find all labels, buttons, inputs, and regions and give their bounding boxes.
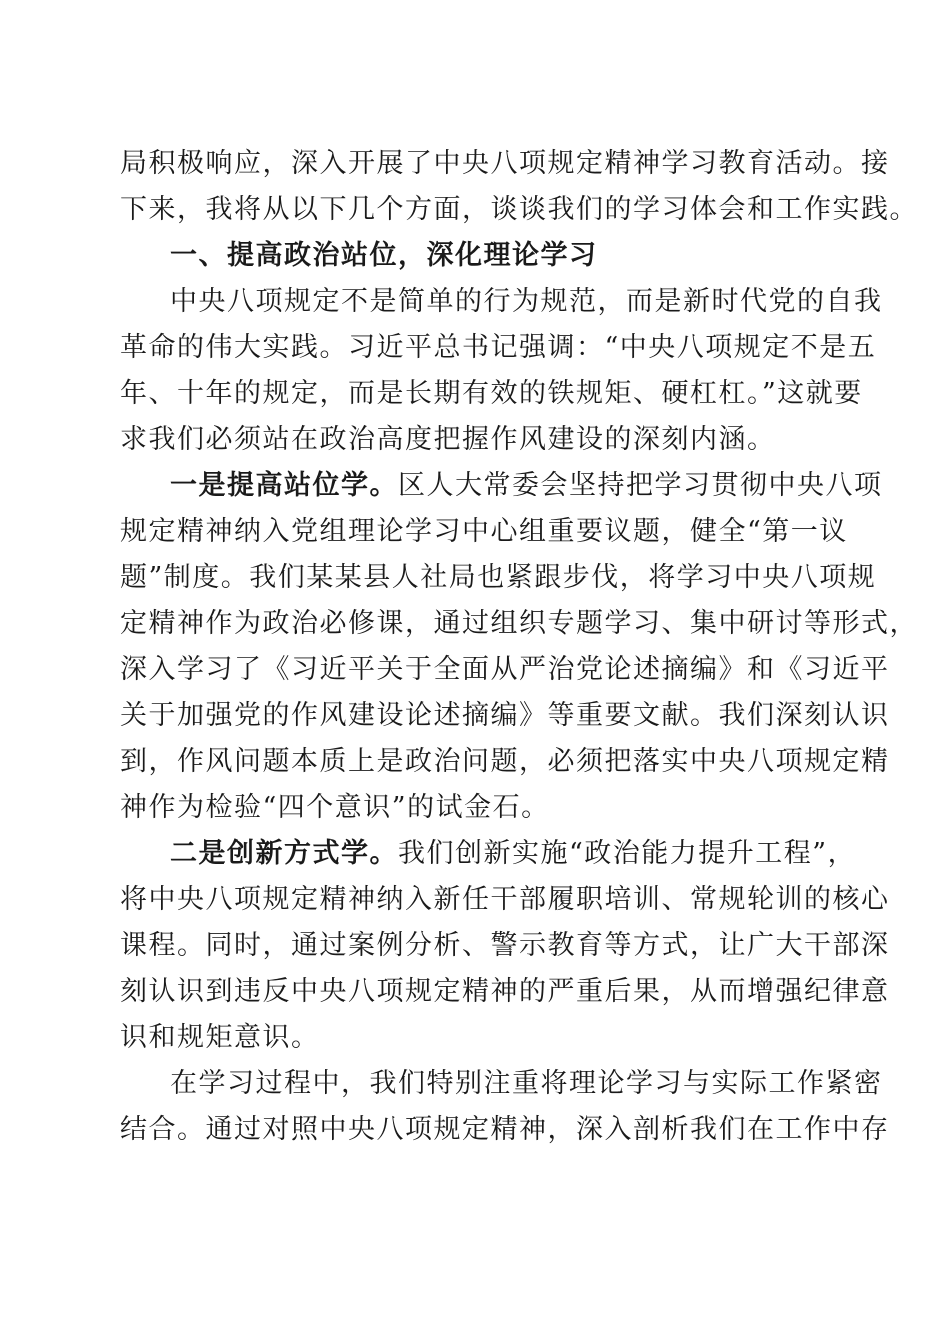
paragraph-text: 区人大常委会坚持把学习贯彻中央八项 xyxy=(398,470,883,501)
paragraph-line: 规定精神纳入党组理论学习中心组重要议题，健全“第一议 xyxy=(120,516,848,547)
paragraph-line: 题”制度。我们某某县人社局也紧跟步伐，将学习中央八项规 xyxy=(120,562,877,593)
paragraph-line: 深入学习了《习近平关于全面从严治党论述摘编》和《习近平 xyxy=(120,654,890,685)
paragraph-line: 神作为检验“四个意识”的试金石。 xyxy=(120,792,550,823)
paragraph-line: 求我们必须站在政治高度把握作风建设的深刻内涵。 xyxy=(120,424,776,455)
section-heading: 一、提高政治站位，深化理论学习 xyxy=(170,240,598,271)
subheading-1: 一是提高站位学。 xyxy=(170,470,398,501)
paragraph-line: 定精神作为政治必修课，通过组织专题学习、集中研讨等形式， xyxy=(120,608,918,639)
paragraph-line: 革命的伟大实践。习近平总书记强调：“中央八项规定不是五 xyxy=(120,332,877,363)
paragraph-line: 年、十年的规定，而是长期有效的铁规矩、硬杠杠。”这就要 xyxy=(120,378,863,409)
subheading-2: 二是创新方式学。 xyxy=(170,838,398,869)
paragraph-text: 我们创新实施“政治能力提升工程”， xyxy=(398,838,857,869)
paragraph-line: 识和规矩意识。 xyxy=(120,1022,320,1053)
paragraph-line: 刻认识到违反中央八项规定精神的严重后果，从而增强纪律意 xyxy=(120,976,890,1007)
paragraph-line xyxy=(170,834,856,874)
paragraph-line: 中央八项规定不是简单的行为规范，而是新时代党的自我 xyxy=(170,286,883,317)
paragraph-line: 课程。同时，通过案例分析、警示教育等方式，让广大干部深 xyxy=(120,930,890,961)
paragraph-line: 局积极响应，深入开展了中央八项规定精神学习教育活动。接 xyxy=(120,148,890,179)
paragraph-line: 将中央八项规定精神纳入新任干部履职培训、常规轮训的核心 xyxy=(120,884,890,915)
paragraph-line: 到，作风问题本质上是政治问题，必须把落实中央八项规定精 xyxy=(120,746,890,777)
paragraph-line: 关于加强党的作风建设论述摘编》等重要文献。我们深刻认识 xyxy=(120,700,890,731)
paragraph-line xyxy=(170,466,883,506)
paragraph-line: 结合。通过对照中央八项规定精神，深入剖析我们在工作中存 xyxy=(120,1114,890,1145)
paragraph-line: 下来，我将从以下几个方面，谈谈我们的学习体会和工作实践。 xyxy=(120,194,918,225)
paragraph-line: 在学习过程中，我们特别注重将理论学习与实际工作紧密 xyxy=(170,1068,883,1099)
